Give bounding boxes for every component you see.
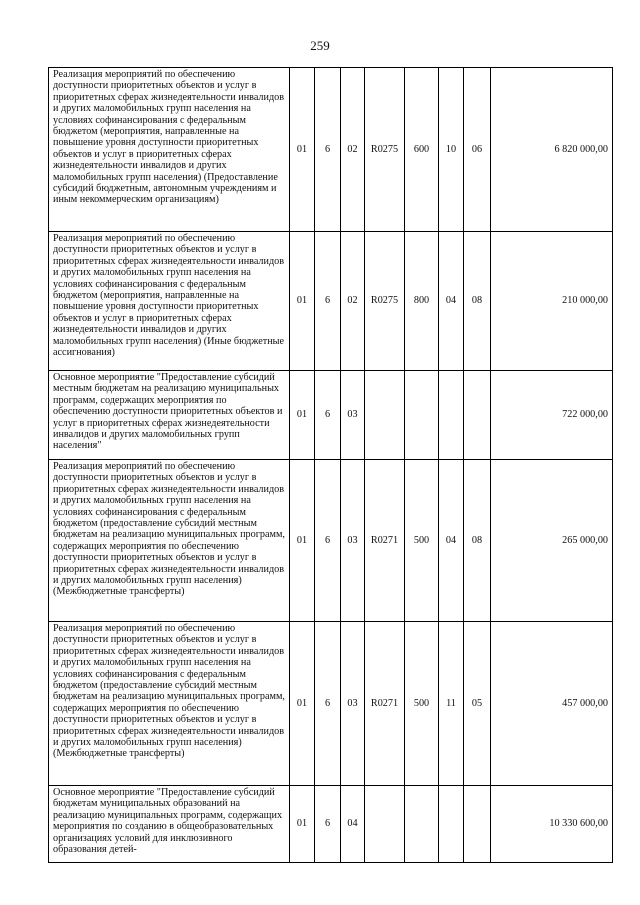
program-code: 01 bbox=[290, 460, 315, 622]
program-code: 01 bbox=[290, 371, 315, 460]
subprogram-code: 6 bbox=[315, 68, 341, 232]
subsection-code: 08 bbox=[464, 232, 491, 371]
row-description: Реализация мероприятий по обеспечению доступности приоритетных объектов и услуг в приоритетных сферах жизнедеятельности инвалидов и других маломобильных групп населения на условиях софинансирования с федеральным бюджетом (мероприятия, направленные на повышение уровня доступности приоритетных объектов и услуг в приоритетных сферах жизнедеятельности инвалидов и других маломобильных групп населения) (Предоставление субсидий бюджетным, автономным учреждениям и иным некоммерческим организациям) bbox=[49, 68, 290, 232]
table-row bbox=[49, 232, 613, 371]
event-code: 03 bbox=[341, 460, 365, 622]
subsection-code bbox=[464, 371, 491, 460]
event-code: 03 bbox=[341, 371, 365, 460]
amount: 10 330 600,00 bbox=[491, 786, 613, 863]
event-code: 03 bbox=[341, 622, 365, 786]
amount: 722 000,00 bbox=[491, 371, 613, 460]
section-code bbox=[439, 786, 464, 863]
table-row bbox=[49, 622, 613, 786]
direction-code bbox=[365, 371, 405, 460]
table-row bbox=[49, 460, 613, 622]
amount: 210 000,00 bbox=[491, 232, 613, 371]
event-code: 04 bbox=[341, 786, 365, 863]
table-row bbox=[49, 371, 613, 460]
table-row bbox=[49, 68, 613, 232]
section-code bbox=[439, 371, 464, 460]
amount: 6 820 000,00 bbox=[491, 68, 613, 232]
direction-code: R0275 bbox=[365, 68, 405, 232]
expense-type-code: 800 bbox=[405, 232, 439, 371]
direction-code bbox=[365, 786, 405, 863]
event-code: 02 bbox=[341, 68, 365, 232]
subprogram-code: 6 bbox=[315, 371, 341, 460]
expense-type-code: 600 bbox=[405, 68, 439, 232]
program-code: 01 bbox=[290, 786, 315, 863]
amount: 265 000,00 bbox=[491, 460, 613, 622]
section-code: 11 bbox=[439, 622, 464, 786]
expense-type-code bbox=[405, 371, 439, 460]
section-code: 04 bbox=[439, 460, 464, 622]
subprogram-code: 6 bbox=[315, 786, 341, 863]
row-description: Реализация мероприятий по обеспечению доступности приоритетных объектов и услуг в приоритетных сферах жизнедеятельности инвалидов и других маломобильных групп населения на условиях софинансирования с федеральным бюджетом (предоставление субсидий местным бюджетам на реализацию муниципальных программ, содержащих мероприятия по обеспечению доступности приоритетных объектов и услуг в приоритетных сферах жизнедеятельности инвалидов и других маломобильных групп населения) (Межбюджетные трансферты) bbox=[49, 622, 290, 786]
expense-type-code: 500 bbox=[405, 460, 439, 622]
subsection-code: 08 bbox=[464, 460, 491, 622]
direction-code: R0271 bbox=[365, 622, 405, 786]
page-number: 259 bbox=[310, 38, 330, 53]
budget-table bbox=[48, 67, 613, 863]
program-code: 01 bbox=[290, 68, 315, 232]
subsection-code: 06 bbox=[464, 68, 491, 232]
section-code: 04 bbox=[439, 232, 464, 371]
subprogram-code: 6 bbox=[315, 622, 341, 786]
event-code: 02 bbox=[341, 232, 365, 371]
table-row bbox=[49, 786, 613, 863]
section-code: 10 bbox=[439, 68, 464, 232]
row-description: Реализация мероприятий по обеспечению доступности приоритетных объектов и услуг в приоритетных сферах жизнедеятельности инвалидов и других маломобильных групп населения на условиях софинансирования с федеральным бюджетом (предоставление субсидий местным бюджетам на реализацию муниципальных программ, содержащих мероприятия по обеспечению доступности приоритетных объектов и услуг в приоритетных сферах жизнедеятельности инвалидов и других маломобильных групп населения) (Межбюджетные трансферты) bbox=[49, 460, 290, 622]
row-description: Реализация мероприятий по обеспечению доступности приоритетных объектов и услуг в приоритетных сферах жизнедеятельности инвалидов и других маломобильных групп населения на условиях софинансирования с федеральным бюджетом (мероприятия, направленные на повышение уровня доступности приоритетных объектов и услуг в приоритетных сферах жизнедеятельности инвалидов и других маломобильных групп населения) (Иные бюджетные ассигнования) bbox=[49, 232, 290, 371]
row-description: Основное мероприятие "Предоставление субсидий бюджетам муниципальных образований на реализацию муниципальных программ, содержащих мероприятия по созданию в общеобразовательных организациях условий для инклюзивного образования детей- bbox=[49, 786, 290, 863]
row-description: Основное мероприятие "Предоставление субсидий местным бюджетам на реализацию муниципальных программ, содержащих мероприятия по обеспечению доступности приоритетных объектов и услуг в приоритетных сферах жизнедеятельности инвалидов и других маломобильных групп населения" bbox=[49, 371, 290, 460]
subprogram-code: 6 bbox=[315, 232, 341, 371]
direction-code: R0271 bbox=[365, 460, 405, 622]
subsection-code: 05 bbox=[464, 622, 491, 786]
direction-code: R0275 bbox=[365, 232, 405, 371]
program-code: 01 bbox=[290, 232, 315, 371]
expense-type-code bbox=[405, 786, 439, 863]
subsection-code bbox=[464, 786, 491, 863]
program-code: 01 bbox=[290, 622, 315, 786]
subprogram-code: 6 bbox=[315, 460, 341, 622]
expense-type-code: 500 bbox=[405, 622, 439, 786]
amount: 457 000,00 bbox=[491, 622, 613, 786]
